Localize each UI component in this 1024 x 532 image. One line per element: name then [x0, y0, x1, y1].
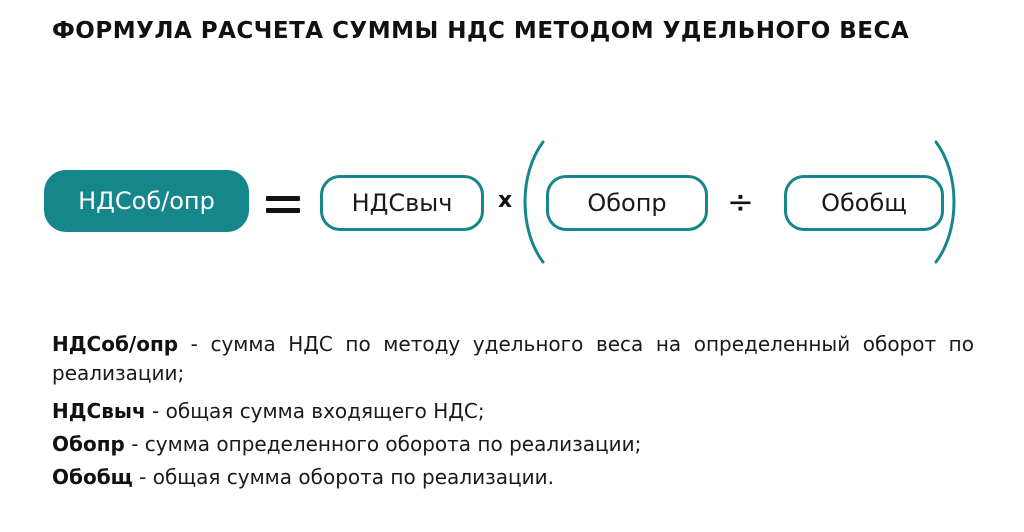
definition-term: НДСвыч — [52, 399, 146, 423]
definition-text: - общая сумма оборота по реализации. — [132, 465, 554, 489]
total-turnover-pill: Обобщ — [784, 175, 944, 231]
definition-text: - сумма определенного оборота по реализации; — [124, 432, 642, 456]
definition-specific-turnover — [52, 430, 974, 459]
multiply-sign: x — [498, 188, 513, 213]
left-parenthesis-icon — [511, 138, 551, 266]
result-term-pill: НДСоб/опр — [44, 170, 249, 232]
definition-result-term — [52, 330, 974, 388]
definition-term: Обопр — [52, 432, 125, 456]
definition-term: Обобщ — [52, 465, 133, 489]
definition-total-turnover — [52, 463, 974, 492]
definition-term: НДСоб/опр — [52, 332, 179, 356]
division-sign-icon: ÷ — [727, 183, 754, 221]
equals-sign-icon — [266, 196, 300, 214]
definition-text: - сумма НДС по методу удельного веса на определенный оборот по реализации; — [52, 332, 974, 385]
page-title: ФОРМУЛА РАСЧЕТА СУММЫ НДС МЕТОДОМ УДЕЛЬНОГО ВЕСА — [52, 18, 910, 44]
right-parenthesis-icon — [928, 138, 968, 266]
input-vat-pill: НДСвыч — [320, 175, 484, 231]
definition-text: - общая сумма входящего НДС; — [145, 399, 485, 423]
definition-input-vat — [52, 397, 974, 426]
specific-turnover-pill: Обопр — [546, 175, 708, 231]
